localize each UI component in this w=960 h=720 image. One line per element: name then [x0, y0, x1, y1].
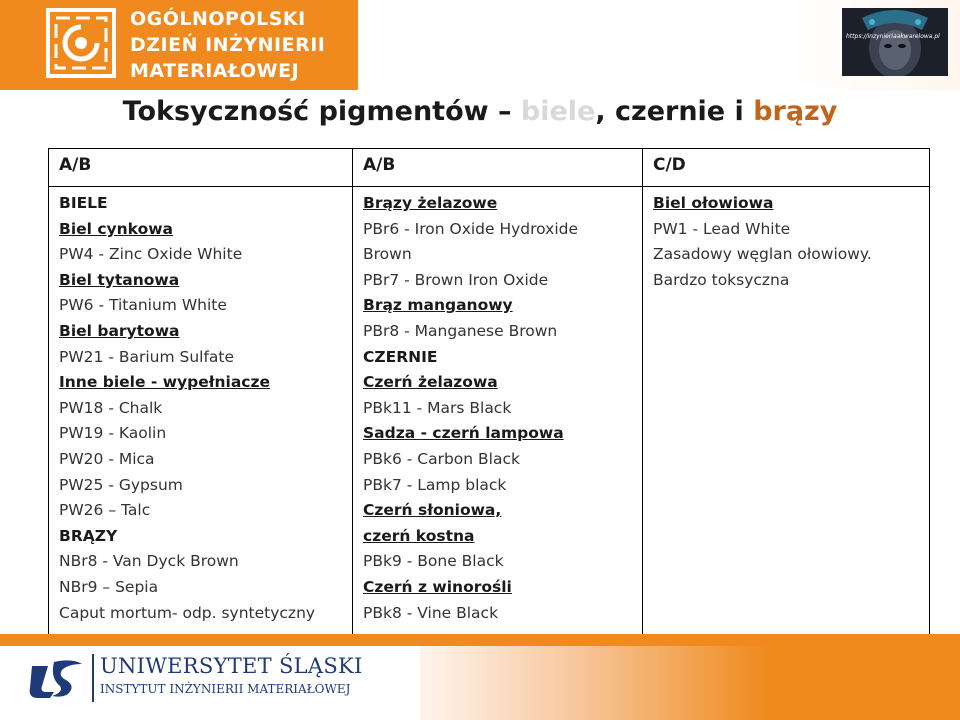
pigment-entry: PW4 - Zinc Oxide White — [59, 245, 243, 264]
footer-separator — [92, 654, 94, 702]
pigment-entry: PBk11 - Mars Black — [363, 398, 512, 417]
pigment-entry: PW1 - Lead White — [653, 219, 791, 238]
event-title-line1: OGÓLNOPOLSKI — [130, 8, 306, 30]
pigment-entry: PBk6 - Carbon Black — [363, 449, 520, 468]
column-3-list — [643, 187, 929, 293]
event-title — [130, 6, 350, 84]
pigment-entry: PBk9 - Bone Black — [363, 552, 504, 571]
artwork-face-icon — [842, 8, 948, 76]
section-heading: BRĄZY — [59, 526, 118, 545]
pigment-entry: PW20 - Mica — [59, 449, 155, 468]
column-cell-3 — [643, 187, 930, 644]
footer-orange-line — [0, 634, 960, 646]
column-cell-1 — [49, 187, 353, 644]
pigment-entry: PBr7 - Brown Iron Oxide — [363, 270, 549, 289]
event-title-line2: DZIEŃ INŻYNIERII — [130, 34, 326, 56]
pigment-entry: NBr9 – Sepia — [59, 577, 159, 596]
pigment-entry: PBk8 - Vine Black — [363, 603, 499, 622]
pigment-entry: PBr8 - Manganese Brown — [363, 321, 558, 340]
thumbnail-url: https://inzynieriaakwarelowa.pl — [846, 33, 940, 40]
title-part2: biele — [520, 96, 596, 127]
column-header-2: A/B — [353, 149, 643, 187]
column-header-3: C/D — [643, 149, 930, 187]
table-body-row — [49, 187, 930, 644]
pigment-entry: PW26 – Talc — [59, 501, 151, 520]
pigment-entry: PW18 - Chalk — [59, 398, 163, 417]
section-heading: BIELE — [59, 194, 108, 212]
pigment-entry: PW25 - Gypsum — [59, 475, 183, 494]
institute-name: INSTYTUT INŻYNIERII MATERIAŁOWEJ — [100, 682, 351, 696]
university-logo-icon — [28, 656, 84, 700]
title-part4: brązy — [753, 96, 838, 127]
university-name: UNIWERSYTET ŚLĄSKI — [100, 654, 363, 678]
group-heading: Biel barytowa — [59, 321, 180, 340]
section-heading: CZERNIE — [363, 347, 438, 366]
group-heading: Brąz manganowy — [363, 296, 513, 315]
pigment-entry: PBr6 - Iron Oxide Hydroxide — [363, 219, 579, 238]
group-heading: Biel tytanowa — [59, 270, 180, 289]
page-title — [0, 96, 960, 127]
column-header-1: A/B — [49, 149, 353, 187]
event-logo-icon — [46, 8, 116, 78]
column-1-list — [49, 187, 352, 626]
pigment-entry: Caput mortum- odp. syntetyczny — [59, 603, 316, 622]
group-heading: Sadza - czerń lampowa — [363, 424, 564, 443]
group-heading: Biel cynkowa — [59, 219, 173, 238]
pigment-entry: NBr8 - Van Dyck Brown — [59, 552, 239, 571]
group-heading: Brązy żelazowe — [363, 194, 498, 212]
event-title-line3: MATERIAŁOWEJ — [130, 60, 300, 82]
pigment-entry: PW21 - Barium Sulfate — [59, 347, 235, 366]
pigment-table — [48, 148, 930, 644]
pigment-entry: PW19 - Kaolin — [59, 424, 167, 443]
column-2-list — [353, 187, 642, 626]
title-part3: , czernie i — [595, 96, 754, 127]
group-heading: Czerń z winorośli — [363, 577, 512, 596]
group-heading: Czerń żelazowa — [363, 373, 498, 392]
pigment-entry: Bardzo toksyczna — [653, 270, 790, 289]
pigment-entry: PW6 - Titanium White — [59, 296, 227, 315]
group-heading: Czerń słoniowa, — [363, 501, 502, 520]
pigment-entry: PBk7 - Lamp black — [363, 475, 507, 494]
table-header-row — [49, 149, 930, 187]
column-cell-2 — [353, 187, 643, 644]
pigment-entry: Brown — [363, 245, 412, 264]
group-heading: Inne biele - wypełniacze — [59, 373, 271, 392]
group-heading: czerń kostna — [363, 526, 475, 545]
group-heading: Biel ołowiowa — [653, 194, 774, 212]
pigment-entry: Zasadowy węglan ołowiowy. — [653, 245, 872, 264]
title-part1: Toksyczność pigmentów – — [122, 96, 521, 127]
artwork-thumbnail — [842, 8, 948, 76]
